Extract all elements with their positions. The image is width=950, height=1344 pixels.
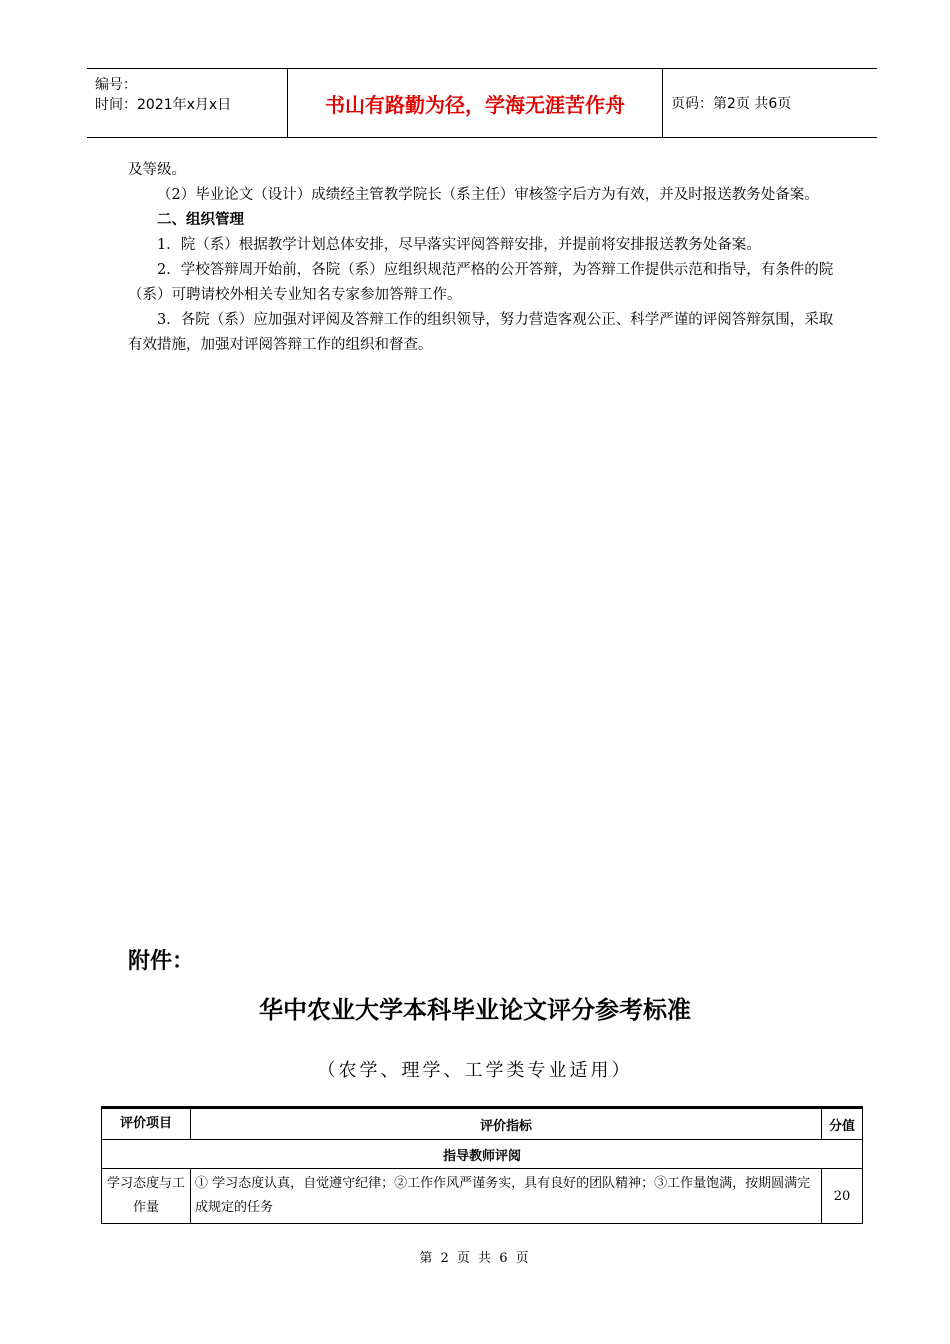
table-header-row	[102, 1108, 863, 1140]
body-text	[128, 158, 838, 358]
page-footer: 第 2 页 共 6 页	[419, 1251, 531, 1266]
document-subtitle: （农学、理学、工学类专业适用）	[317, 1060, 633, 1081]
paragraph: （2）毕业论文（设计）成绩经主管教学院长（系主任）审核签字后方为有效，并及时报送教务处备案。	[157, 187, 819, 203]
document-title: 华中农业大学本科毕业论文评分参考标准	[259, 996, 691, 1024]
row-score: 20	[822, 1169, 863, 1224]
header-meta	[95, 75, 231, 115]
header-criteria: 评价指标	[191, 1108, 822, 1140]
section-label: 指导教师评阅	[102, 1140, 863, 1169]
row-criteria: ① 学习态度认真，自觉遵守纪律；②工作作风严谨务实，具有良好的团队精神；③工作量饱满，按期圆满完成规定的任务	[191, 1169, 822, 1224]
number-label: 编号：	[95, 77, 137, 93]
paragraph: 2．学校答辩周开始前，各院（系）应组织规范严格的公开答辩，为答辩工作提供示范和指导，有条件的院（系）可聘请校外相关专业知名专家参加答辩工作。	[128, 262, 834, 303]
header-item: 评价项目	[102, 1108, 191, 1140]
paragraph: 3．各院（系）应加强对评阅及答辩工作的组织领导，努力营造客观公正、科学严谨的评阅答辩氛围，采取有效措施，加强对评阅答辩工作的组织和督查。	[128, 312, 834, 353]
section-heading: 二、组织管理	[157, 212, 244, 228]
table-section-row	[102, 1140, 863, 1169]
attachment-label: 附件：	[128, 949, 195, 974]
scoring-table	[101, 1106, 863, 1224]
header-page-info: 页码：第2页 共6页	[671, 96, 792, 112]
paragraph: 及等级。	[128, 162, 186, 178]
page-header	[87, 68, 877, 138]
header-score: 分值	[822, 1108, 863, 1140]
paragraph: 1．院（系）根据教学计划总体安排，尽早落实评阅答辩安排，并提前将安排报送教务处备案。	[157, 237, 761, 253]
time-label: 时间：2021年x月x日	[95, 97, 232, 113]
table-row	[102, 1169, 863, 1224]
header-motto: 书山有路勤为径，学海无涯苦作舟	[287, 69, 663, 137]
row-item: 学习态度与工作量	[102, 1169, 191, 1224]
